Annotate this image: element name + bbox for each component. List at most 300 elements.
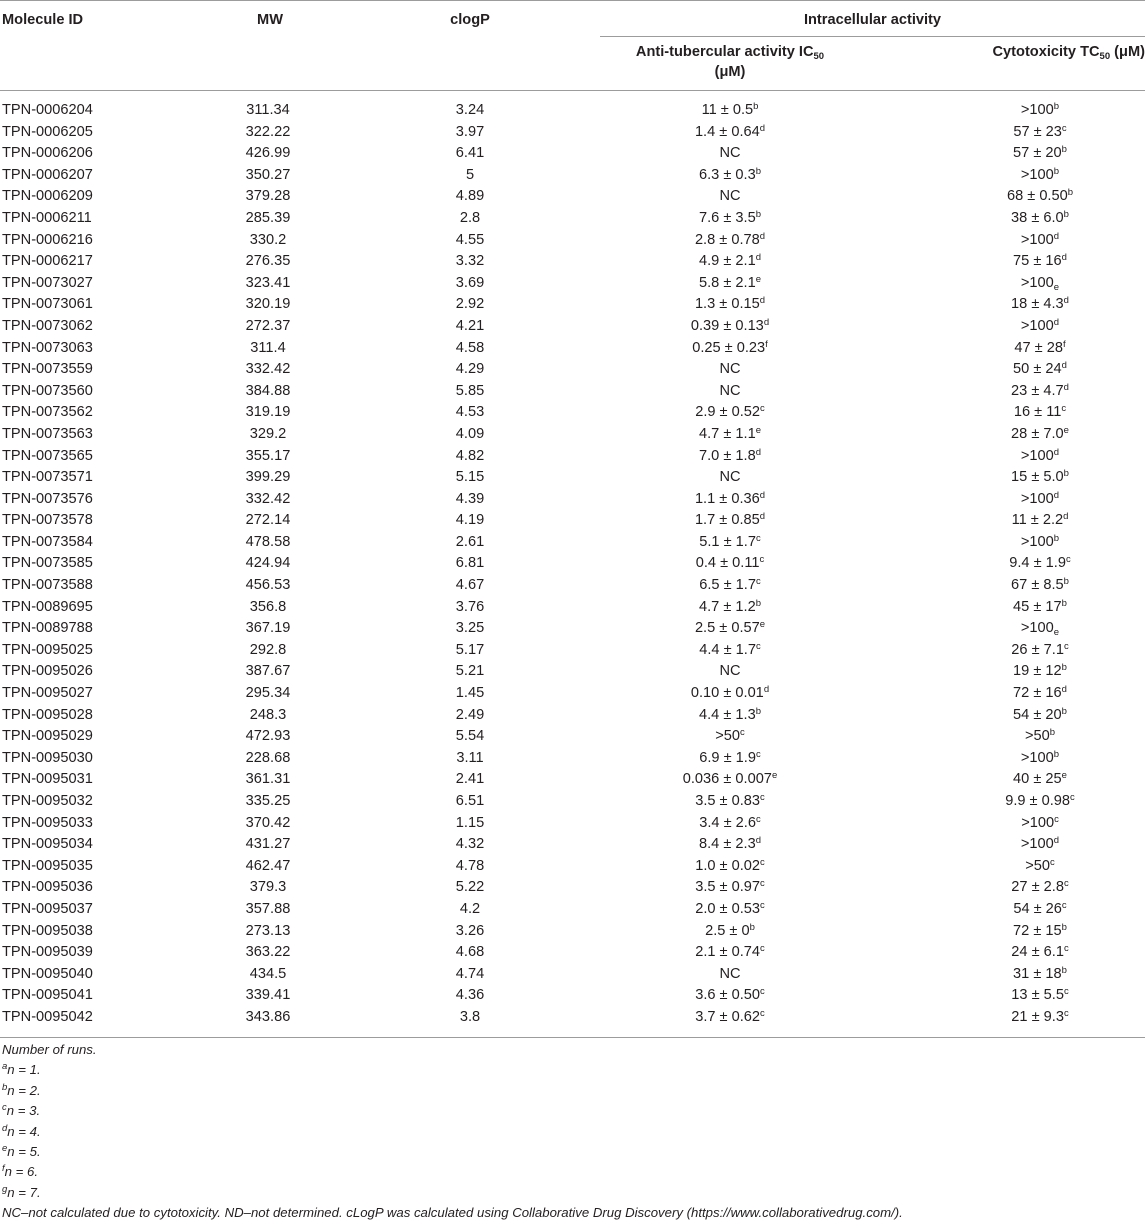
cell-molecule-id <box>2 510 93 532</box>
cell-molecule-id <box>2 683 93 705</box>
footnote-marker: c <box>759 554 765 566</box>
cell-molecule-id <box>2 532 93 554</box>
footnote-marker: e <box>1053 281 1060 293</box>
cell-tc50-value: 72 ± 15 <box>1013 922 1062 939</box>
footnote-marker: b <box>755 597 761 609</box>
cell-mw-value: 292.8 <box>249 641 287 658</box>
cell-molecule-id-value: TPN-0073571 <box>2 469 93 486</box>
cell-ic50 <box>620 748 840 770</box>
cell-ic50-value: 2.9 ± 0.52 <box>695 404 761 421</box>
cell-tc50 <box>950 165 1130 187</box>
cell-ic50-value: NC <box>719 188 741 205</box>
cell-ic50 <box>620 424 840 446</box>
cell-molecule-id-value: TPN-0006207 <box>2 166 93 183</box>
cell-molecule-id <box>2 985 93 1007</box>
cell-mw-value: 379.3 <box>249 879 287 896</box>
footnote-marker: c <box>1061 122 1067 134</box>
footnote-marker: b <box>1049 727 1056 739</box>
cell-tc50-value: >100 <box>1020 836 1054 853</box>
cell-clogp <box>420 467 520 489</box>
footnote-marker: c <box>1063 986 1069 998</box>
cell-clogp-value: 4.09 <box>455 425 485 442</box>
footnote-text: n = 7. <box>7 1184 41 1200</box>
table-row <box>0 899 1145 921</box>
cell-ic50 <box>620 921 840 943</box>
cell-ic50 <box>620 705 840 727</box>
cell-tc50-value: 54 ± 26 <box>1013 900 1062 917</box>
cell-tc50 <box>950 143 1130 165</box>
table-row <box>0 338 1145 360</box>
cell-mw <box>218 230 318 252</box>
cell-ic50 <box>620 553 840 575</box>
footnote-marker: b <box>1061 964 1067 976</box>
cell-mw-value: 350.27 <box>245 166 291 183</box>
table-header <box>0 0 1145 91</box>
cell-mw <box>218 575 318 597</box>
footnote-mark: c <box>2 1102 7 1114</box>
footnote-marker: b <box>749 921 755 933</box>
cell-mw-value: 228.68 <box>245 749 291 766</box>
cell-molecule-id-value: TPN-0073576 <box>2 490 93 507</box>
cell-molecule-id <box>2 186 93 208</box>
footnote-item <box>2 1142 903 1162</box>
cell-mw-value: 363.22 <box>245 944 291 961</box>
cell-mw <box>218 748 318 770</box>
cell-clogp <box>420 813 520 835</box>
cell-clogp <box>420 402 520 424</box>
table-row <box>0 791 1145 813</box>
cell-clogp-value: 2.49 <box>455 706 485 723</box>
cell-molecule-id <box>2 230 93 252</box>
cell-ic50-value: NC <box>719 382 741 399</box>
table-row <box>0 769 1145 791</box>
table-row <box>0 143 1145 165</box>
cell-tc50-value: >100 <box>1021 814 1055 831</box>
footnote-marker: d <box>763 684 770 696</box>
footnote-text: n = 6. <box>4 1164 39 1180</box>
cell-tc50-value: 16 ± 11 <box>1013 404 1062 421</box>
table-row <box>0 1007 1145 1029</box>
cell-clogp-value: 4.89 <box>455 188 485 205</box>
cell-ic50-value: 1.3 ± 0.15 <box>694 296 760 313</box>
table-row <box>0 381 1145 403</box>
cell-mw <box>218 446 318 468</box>
footnote-marker: d <box>1061 684 1067 696</box>
footnote-marker: d <box>1053 230 1060 242</box>
table-row <box>0 597 1145 619</box>
cell-clogp-value: 4.2 <box>459 900 481 917</box>
table-row <box>0 834 1145 856</box>
cell-clogp-value: 4.55 <box>455 231 485 248</box>
footnote-item <box>2 1101 903 1121</box>
cell-tc50-value: >100 <box>1020 166 1054 183</box>
footnote-item <box>2 1183 903 1203</box>
table-row <box>0 186 1145 208</box>
footnote-mark: e <box>2 1143 8 1155</box>
header-mw: MW <box>257 12 283 28</box>
cell-tc50 <box>950 597 1130 619</box>
cell-clogp <box>420 338 520 360</box>
cell-molecule-id <box>2 877 93 899</box>
cell-tc50 <box>950 316 1130 338</box>
cell-molecule-id <box>2 791 93 813</box>
cell-ic50-value: 3.7 ± 0.62 <box>695 1008 761 1025</box>
footnote-marker: d <box>755 252 761 264</box>
cell-mw-value: 295.34 <box>245 685 291 702</box>
cell-tc50-value: 72 ± 16 <box>1013 685 1062 702</box>
footnote-marker: d <box>1061 252 1067 264</box>
cell-mw <box>218 381 318 403</box>
cell-ic50 <box>620 446 840 468</box>
footnote-marker: b <box>1053 165 1060 177</box>
table-row <box>0 230 1145 252</box>
cell-mw <box>218 165 318 187</box>
cell-clogp-value: 5 <box>465 166 475 183</box>
table-row <box>0 856 1145 878</box>
cell-molecule-id-value: TPN-0006204 <box>2 102 93 118</box>
cell-tc50 <box>950 186 1130 208</box>
cell-tc50-value: 47 ± 28 <box>1014 339 1063 356</box>
cell-molecule-id-value: TPN-0073061 <box>2 296 93 313</box>
footnote-marker: d <box>755 446 761 458</box>
cell-ic50 <box>620 122 840 144</box>
cell-mw-value: 357.88 <box>245 900 291 917</box>
cell-molecule-id <box>2 964 93 986</box>
cell-clogp-value: 4.53 <box>455 404 485 421</box>
cell-clogp-value: 2.41 <box>455 771 485 788</box>
footnote-text: n = 3. <box>6 1103 41 1119</box>
cell-mw-value: 319.19 <box>245 404 291 421</box>
cell-mw <box>218 640 318 662</box>
footnote-marker: c <box>1063 1007 1069 1019</box>
cell-ic50 <box>620 942 840 964</box>
cell-tc50 <box>950 510 1130 532</box>
footnote-marker: b <box>1063 468 1069 480</box>
footnote-marker: c <box>755 532 761 544</box>
cell-molecule-id-value: TPN-0089788 <box>2 620 93 637</box>
cell-mw <box>218 683 318 705</box>
table-footnotes <box>2 1040 903 1224</box>
cell-tc50-value: 40 ± 25 <box>1013 771 1062 788</box>
footnote-marker: c <box>1063 878 1069 890</box>
cell-clogp-value: 1.45 <box>455 685 485 702</box>
cell-ic50 <box>620 661 840 683</box>
cell-mw-value: 426.99 <box>245 145 291 162</box>
cell-clogp <box>420 769 520 791</box>
cell-tc50 <box>950 402 1130 424</box>
cell-clogp <box>420 618 520 640</box>
cell-mw-value: 361.31 <box>245 771 291 788</box>
cell-ic50-value: 1.1 ± 0.36 <box>694 490 760 507</box>
cell-clogp <box>420 705 520 727</box>
cell-ic50-value: 2.0 ± 0.53 <box>695 900 761 917</box>
table-row <box>0 100 1145 122</box>
cell-tc50-value: >100 <box>1020 490 1054 507</box>
footnote-marker: d <box>759 230 766 242</box>
cell-clogp-value: 6.51 <box>455 793 485 809</box>
cell-clogp-value: 4.58 <box>455 339 485 356</box>
cell-ic50 <box>620 316 840 338</box>
cell-molecule-id <box>2 100 93 122</box>
cell-clogp-value: 5.21 <box>455 663 485 680</box>
header-anti-tb-sub: 50 <box>813 51 825 62</box>
cell-tc50 <box>950 446 1130 468</box>
cell-mw <box>218 597 318 619</box>
cell-mw <box>218 510 318 532</box>
cell-mw-value: 311.4 <box>250 339 286 356</box>
cell-molecule-id <box>2 705 93 727</box>
cell-clogp <box>420 424 520 446</box>
footnote-marker: b <box>755 705 761 717</box>
cell-tc50-value: 18 ± 4.3 <box>1011 296 1064 313</box>
cell-clogp-value: 3.97 <box>455 123 485 140</box>
table-row <box>0 640 1145 662</box>
cell-molecule-id <box>2 251 93 273</box>
cell-clogp <box>420 165 520 187</box>
cell-ic50-value: 4.7 ± 1.1 <box>699 425 756 442</box>
cell-mw-value: 367.19 <box>245 620 291 637</box>
cell-molecule-id <box>2 143 93 165</box>
cell-tc50-value: 50 ± 24 <box>1013 361 1062 378</box>
cell-mw <box>218 813 318 835</box>
footnote-marker: d <box>1053 835 1060 847</box>
cell-ic50-value: >50 <box>715 728 740 745</box>
cell-ic50-value: 3.4 ± 2.6 <box>699 814 756 831</box>
footnote-marker: b <box>1061 597 1067 609</box>
cell-clogp <box>420 381 520 403</box>
table-row <box>0 402 1145 424</box>
header-cytotoxicity-tc50 <box>970 42 1145 62</box>
footnote-mark: f <box>2 1163 5 1175</box>
header-anti-tb-text: Anti-tubercular activity IC <box>635 44 814 60</box>
cell-ic50-value: NC <box>719 145 741 162</box>
cell-ic50-value: 1.7 ± 0.85 <box>694 512 760 529</box>
table-row <box>0 122 1145 144</box>
cell-molecule-id <box>2 553 93 575</box>
footnote-marker: c <box>755 748 761 760</box>
cell-clogp-value: 2.8 <box>459 209 481 226</box>
table-row <box>0 489 1145 511</box>
cell-mw-value: 276.35 <box>245 253 291 270</box>
cell-molecule-id-value: TPN-0095037 <box>2 900 93 917</box>
cell-clogp-value: 3.8 <box>459 1008 481 1025</box>
footnote-marker: c <box>755 640 761 652</box>
cell-clogp-value: 2.92 <box>455 296 485 313</box>
header-cyto-sub: 50 <box>1099 51 1111 62</box>
cell-ic50-value: 4.4 ± 1.3 <box>699 706 756 723</box>
cell-clogp-value: 3.26 <box>455 922 485 939</box>
footnote-marker: c <box>760 403 765 415</box>
cell-tc50-value: 26 ± 7.1 <box>1011 641 1064 658</box>
footnote-marker: d <box>1053 446 1060 458</box>
cell-tc50 <box>950 467 1130 489</box>
cell-molecule-id <box>2 769 93 791</box>
cell-tc50-value: 15 ± 5.0 <box>1011 469 1064 486</box>
cell-molecule-id <box>2 575 93 597</box>
footnote-marker: c <box>760 856 765 868</box>
cell-mw-value: 356.8 <box>249 598 287 615</box>
cell-ic50 <box>620 489 840 511</box>
header-cyto-unit: (μM) <box>1110 44 1145 60</box>
cell-clogp-value: 4.32 <box>455 836 485 853</box>
footnote-marker: b <box>1053 748 1060 760</box>
cell-tc50-value: >100 <box>1020 102 1054 118</box>
cell-tc50 <box>950 791 1130 813</box>
cell-tc50 <box>950 100 1130 122</box>
table-row <box>0 705 1145 727</box>
table-body <box>0 100 1145 1029</box>
cell-clogp-value: 4.82 <box>455 447 485 464</box>
cell-ic50 <box>620 877 840 899</box>
cell-tc50 <box>950 921 1130 943</box>
cell-clogp-value: 6.81 <box>455 555 485 572</box>
cell-tc50 <box>950 294 1130 316</box>
cell-molecule-id <box>2 338 93 360</box>
footnote-marker: f <box>765 338 768 350</box>
cell-ic50-value: 2.1 ± 0.74 <box>695 944 761 961</box>
cell-molecule-id-value: TPN-0073563 <box>2 425 93 442</box>
cell-clogp <box>420 985 520 1007</box>
cell-mw <box>218 899 318 921</box>
cell-ic50 <box>620 208 840 230</box>
cell-tc50 <box>950 359 1130 381</box>
table-row <box>0 575 1145 597</box>
cell-clogp <box>420 791 520 813</box>
table-row <box>0 964 1145 986</box>
footnote-marker: c <box>760 899 765 911</box>
cell-tc50 <box>950 813 1130 835</box>
cell-molecule-id <box>2 122 93 144</box>
cell-mw <box>218 834 318 856</box>
cell-tc50 <box>950 338 1130 360</box>
cell-mw <box>218 964 318 986</box>
cell-molecule-id <box>2 273 93 295</box>
cell-molecule-id <box>2 1007 93 1029</box>
cell-tc50-value: 75 ± 16 <box>1013 253 1062 270</box>
cell-tc50 <box>950 834 1130 856</box>
cell-tc50 <box>950 705 1130 727</box>
cell-molecule-id-value: TPN-0095034 <box>2 836 93 853</box>
cell-tc50-value: >50 <box>1024 728 1050 745</box>
cell-tc50-value: >100 <box>1020 317 1054 334</box>
footnote-mark: a <box>2 1061 8 1073</box>
cell-ic50-value: 1.0 ± 0.02 <box>695 857 761 874</box>
cell-mw-value: 329.2 <box>249 425 287 442</box>
cell-mw <box>218 921 318 943</box>
cell-molecule-id <box>2 661 93 683</box>
footnote-mark: d <box>2 1122 8 1134</box>
footnote-marker: b <box>755 208 761 220</box>
cell-molecule-id <box>2 294 93 316</box>
cell-molecule-id <box>2 921 93 943</box>
header-anti-tubercular-ic50 <box>610 42 850 82</box>
cell-mw <box>218 553 318 575</box>
cell-ic50-value: 0.10 ± 0.01 <box>690 685 764 702</box>
footnote-marker: c <box>1070 792 1075 803</box>
header-rule <box>0 90 1145 91</box>
footnote-marker: d <box>1053 316 1060 328</box>
cell-ic50 <box>620 726 840 748</box>
cell-clogp <box>420 553 520 575</box>
footnote-text: n = 4. <box>7 1123 41 1139</box>
cell-ic50-value: 11 ± 0.5 <box>701 102 754 118</box>
cell-molecule-id <box>2 424 93 446</box>
cell-ic50-value: 0.4 ± 0.11 <box>695 555 760 572</box>
cell-tc50-value: 9.9 ± 0.98 <box>1005 793 1071 809</box>
cell-tc50 <box>950 985 1130 1007</box>
cell-clogp <box>420 683 520 705</box>
cell-ic50 <box>620 467 840 489</box>
cell-ic50-value: 6.5 ± 1.7 <box>699 577 756 594</box>
footnote-marker: c <box>760 986 765 998</box>
cell-mw-value: 384.88 <box>245 382 291 399</box>
cell-mw <box>218 424 318 446</box>
cell-tc50 <box>950 273 1130 295</box>
cell-ic50-value: 3.5 ± 0.83 <box>695 793 761 809</box>
footnote-marker: c <box>740 727 745 739</box>
cell-clogp <box>420 942 520 964</box>
footnote-marker: d <box>1063 295 1069 307</box>
cell-tc50 <box>950 683 1130 705</box>
cell-molecule-id-value: TPN-0006216 <box>2 231 93 248</box>
cell-tc50-value: 54 ± 20 <box>1013 706 1062 723</box>
table-row <box>0 467 1145 489</box>
cell-mw <box>218 186 318 208</box>
cell-molecule-id-value: TPN-0073562 <box>2 404 93 421</box>
footnote-marker: f <box>1062 338 1066 350</box>
cell-molecule-id-value: TPN-0095040 <box>2 965 93 982</box>
cell-mw <box>218 877 318 899</box>
cell-mw-value: 273.13 <box>245 922 291 939</box>
cell-clogp <box>420 640 520 662</box>
cell-molecule-id <box>2 942 93 964</box>
footnote-marker: d <box>763 316 770 328</box>
cell-mw <box>218 251 318 273</box>
cell-ic50 <box>620 251 840 273</box>
cell-tc50 <box>950 748 1130 770</box>
cell-molecule-id-value: TPN-0006206 <box>2 145 93 162</box>
cell-clogp <box>420 510 520 532</box>
cell-mw <box>218 489 318 511</box>
cell-molecule-id <box>2 165 93 187</box>
cell-tc50 <box>950 230 1130 252</box>
cell-molecule-id-value: TPN-0095025 <box>2 641 93 658</box>
cell-tc50-value: >100 <box>1020 447 1054 464</box>
table-row <box>0 165 1145 187</box>
footnote-text: n = 5. <box>7 1144 41 1160</box>
cell-tc50 <box>950 618 1130 640</box>
footnote-marker: b <box>1061 144 1067 156</box>
footnote-marker: d <box>759 122 766 134</box>
cell-tc50 <box>950 489 1130 511</box>
footnote-marker: e <box>1053 627 1060 639</box>
cell-molecule-id-value: TPN-0095041 <box>2 987 93 1004</box>
footnote-marker: e <box>755 273 761 285</box>
footnote-item <box>2 1122 903 1142</box>
cell-clogp-value: 4.21 <box>455 317 485 334</box>
cell-clogp-value: 4.29 <box>455 361 485 378</box>
cell-molecule-id-value: TPN-0073027 <box>2 274 93 291</box>
cell-mw <box>218 661 318 683</box>
cell-clogp-value: 4.39 <box>455 490 485 507</box>
cell-ic50-value: NC <box>719 965 741 982</box>
cell-ic50 <box>620 402 840 424</box>
footnote-item <box>2 1162 903 1182</box>
cell-tc50-value: 67 ± 8.5 <box>1011 577 1064 594</box>
cell-molecule-id <box>2 640 93 662</box>
footnote-intro: Number of runs. <box>2 1042 97 1057</box>
cell-molecule-id-value: TPN-0095039 <box>2 944 93 961</box>
